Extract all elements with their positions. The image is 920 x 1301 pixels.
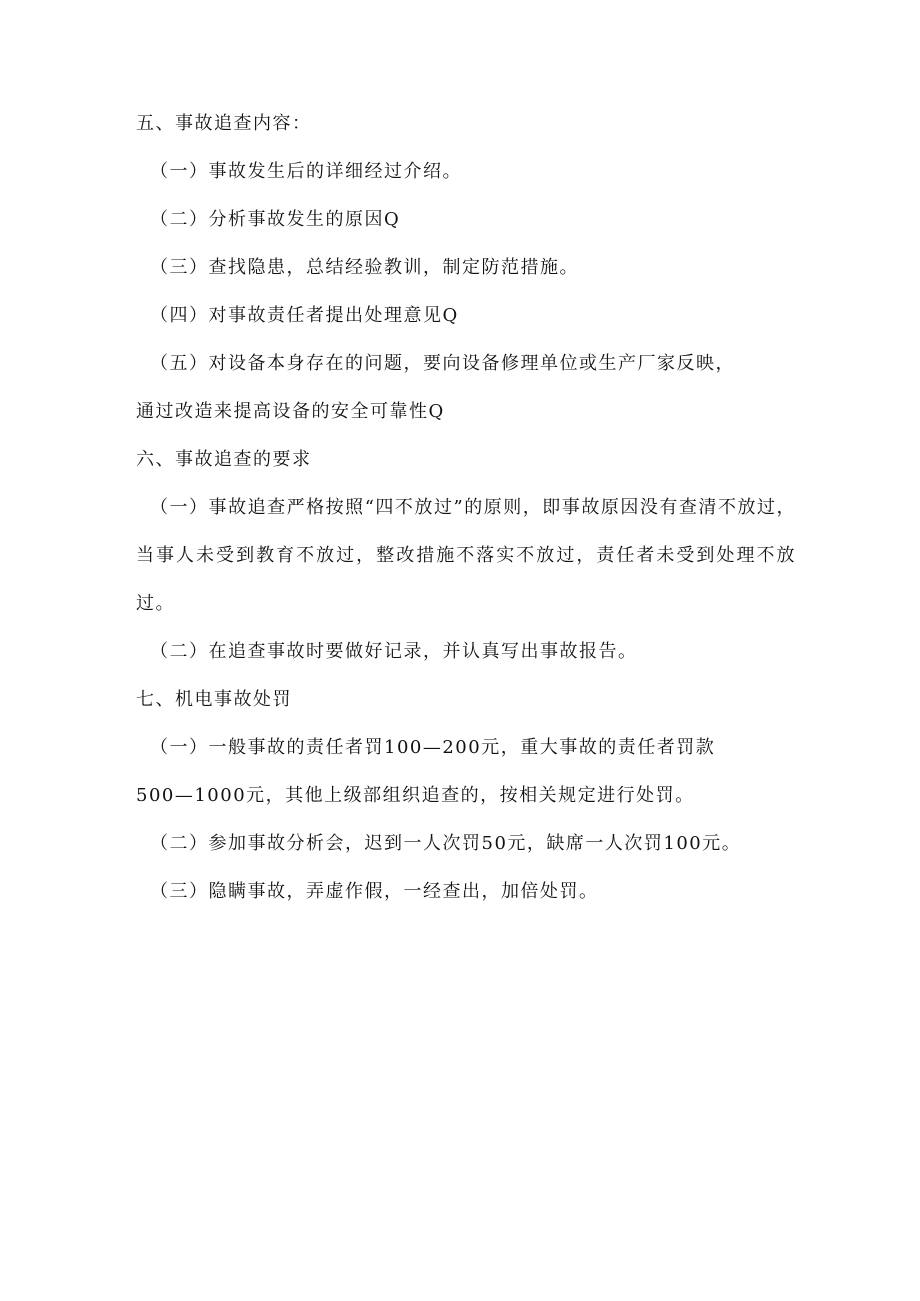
paragraph-6-2: （二）在追查事故时要做好记录，并认真写出事故报告。 (150, 641, 638, 662)
paragraph-5-4: （四）对事故责任者提出处理意见Q (150, 305, 459, 326)
paragraph-7-1-continued: 500—1000元，其他上级部组织追查的，按相关规定进行处罚。 (136, 785, 695, 806)
paragraph-5-5: （五）对设备本身存在的问题，要向设备修理单位或生产厂家反映， (150, 353, 735, 374)
paragraph-7-3: （三）隐瞒事故，弄虚作假，一经查出，加倍处罚。 (150, 881, 599, 902)
paragraph-5-3: （三）查找隐患，总结经验教训，制定防范措施。 (150, 257, 579, 278)
section-heading-7: 七、机电事故处罚 (136, 689, 292, 710)
section-heading-6: 六、事故追查的要求 (136, 449, 312, 470)
paragraph-5-2: （二）分析事故发生的原因Q (150, 209, 401, 230)
paragraph-7-2: （二）参加事故分析会，迟到一人次罚50元，缺席一人次罚100元。 (150, 833, 742, 854)
paragraph-5-1: （一）事故发生后的详细经过介绍。 (150, 161, 462, 182)
section-heading-5: 五、事故追查内容： (136, 113, 312, 134)
paragraph-6-1: （一）事故追查严格按照“四不放过”的原则，即事故原因没有查清不放过，当事人未受到教育不放过，整改措施不落实不放过，责任者未受到处理不放过。 (136, 497, 796, 614)
paragraph-5-5-continued: 通过改造来提高设备的安全可靠性Q (136, 401, 445, 422)
paragraph-7-1: （一）一般事故的责任者罚100—200元，重大事故的责任者罚款 (150, 737, 716, 758)
document-body (136, 100, 796, 916)
